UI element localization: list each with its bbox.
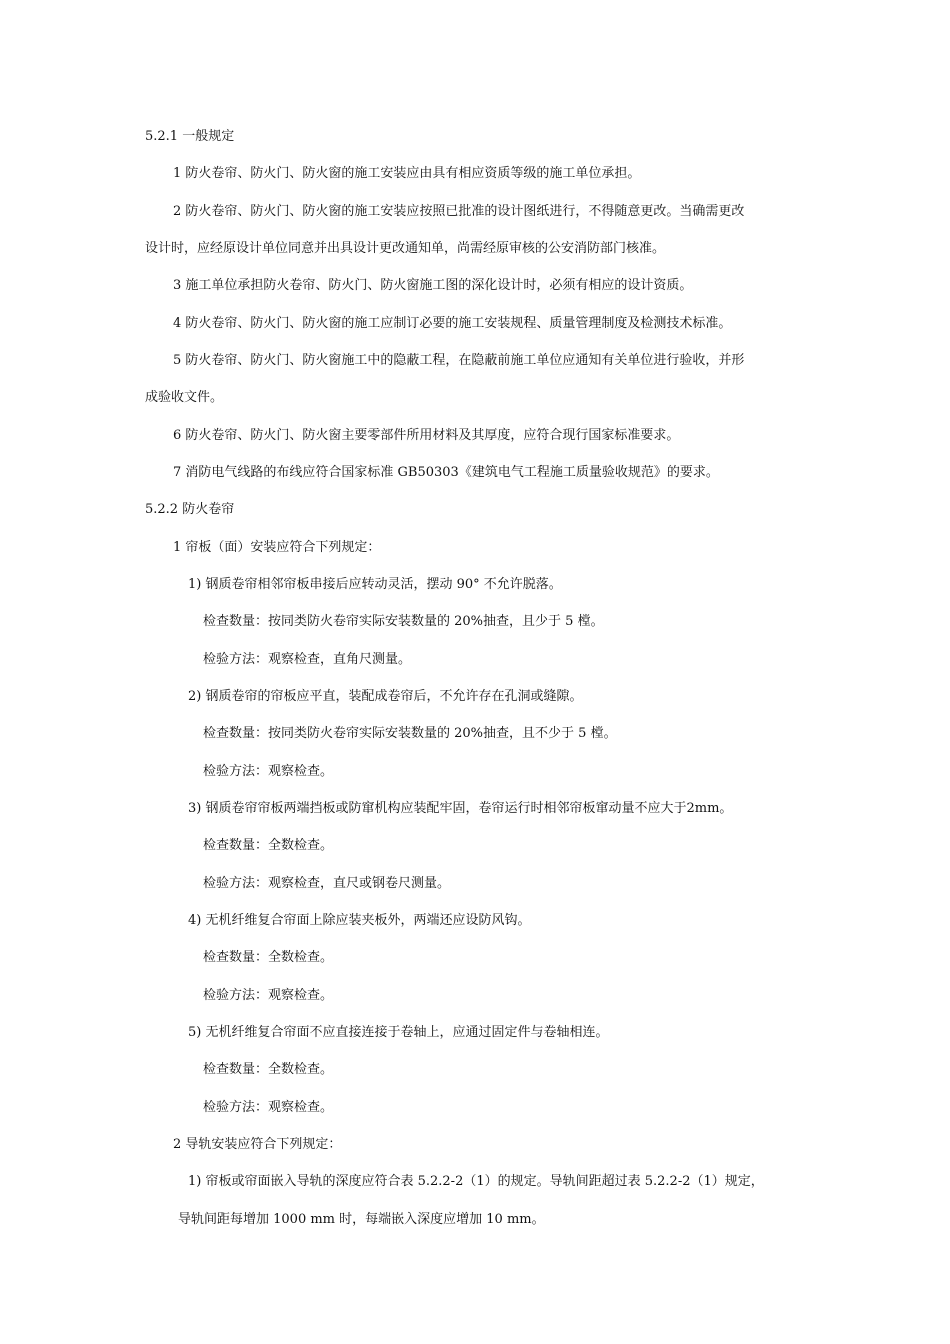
paragraph-line: 2 导轨安装应符合下列规定： <box>173 1137 342 1152</box>
check-quantity: 检查数量：按同类防火卷帘实际安装数量的 20%抽查，且少于 5 樘。 <box>203 614 604 629</box>
paragraph-line: 3 施工单位承担防火卷帘、防火门、防火窗施工图的深化设计时，必须有相应的设计资质。 <box>173 278 693 293</box>
paragraph-line: 7 消防电气线路的布线应符合国家标准 GB50303《建筑电气工程施工质量验收规范》的要求。 <box>173 465 719 480</box>
check-method: 检验方法：观察检查。 <box>203 988 334 1003</box>
check-quantity: 检查数量：全数检查。 <box>203 1062 334 1077</box>
list-item: 1) 帘板或帘面嵌入导轨的深度应符合表 5.2.2-2（1）的规定。导轨间距超过表 5.2.2-2（1）规定， <box>188 1174 764 1189</box>
list-item-continuation: 导轨间距每增加 1000 mm 时，每端嵌入深度应增加 10 mm。 <box>178 1212 545 1227</box>
check-method: 检验方法：观察检查。 <box>203 764 334 779</box>
paragraph-line: 4 防火卷帘、防火门、防火窗的施工应制订必要的施工安装规程、质量管理制度及检测技术标准。 <box>173 316 732 331</box>
paragraph-line: 1 帘板（面）安装应符合下列规定： <box>173 540 381 555</box>
check-method: 检验方法：观察检查，直尺或钢卷尺测量。 <box>203 876 451 891</box>
list-item: 5) 无机纤维复合帘面不应直接连接于卷轴上，应通过固定件与卷轴相连。 <box>188 1025 609 1040</box>
list-item: 1) 钢质卷帘相邻帘板串接后应转动灵活，摆动 90° 不允许脱落。 <box>188 577 562 592</box>
paragraph-line: 6 防火卷帘、防火门、防火窗主要零部件所用材料及其厚度，应符合现行国家标准要求。 <box>173 428 680 443</box>
check-quantity: 检查数量：按同类防火卷帘实际安装数量的 20%抽查，且不少于 5 樘。 <box>203 726 617 741</box>
list-item: 2) 钢质卷帘的帘板应平直，装配成卷帘后，不允许存在孔洞或缝隙。 <box>188 689 583 704</box>
section-heading: 5.2.2 防火卷帘 <box>145 502 235 517</box>
paragraph-line: 成验收文件。 <box>145 390 224 405</box>
list-item: 4) 无机纤维复合帘面上除应装夹板外，两端还应设防风钩。 <box>188 913 531 928</box>
check-quantity: 检查数量：全数检查。 <box>203 838 334 853</box>
section-heading: 5.2.1 一般规定 <box>145 129 235 144</box>
check-quantity: 检查数量：全数检查。 <box>203 950 334 965</box>
paragraph-line: 1 防火卷帘、防火门、防火窗的施工安装应由具有相应资质等级的施工单位承担。 <box>173 166 641 181</box>
list-item: 3) 钢质卷帘帘板两端挡板或防窜机构应装配牢固，卷帘运行时相邻帘板窜动量不应大于2mm。 <box>188 801 733 816</box>
paragraph-line: 设计时，应经原设计单位同意并出具设计更改通知单，尚需经原审核的公安消防部门核准。 <box>145 241 666 256</box>
paragraph-line: 5 防火卷帘、防火门、防火窗施工中的隐蔽工程，在隐蔽前施工单位应通知有关单位进行验收，并形 <box>173 353 745 368</box>
check-method: 检验方法：观察检查，直角尺测量。 <box>203 652 412 667</box>
check-method: 检验方法：观察检查。 <box>203 1100 334 1115</box>
paragraph-line: 2 防火卷帘、防火门、防火窗的施工安装应按照已批准的设计图纸进行，不得随意更改。当确需更改 <box>173 204 745 219</box>
